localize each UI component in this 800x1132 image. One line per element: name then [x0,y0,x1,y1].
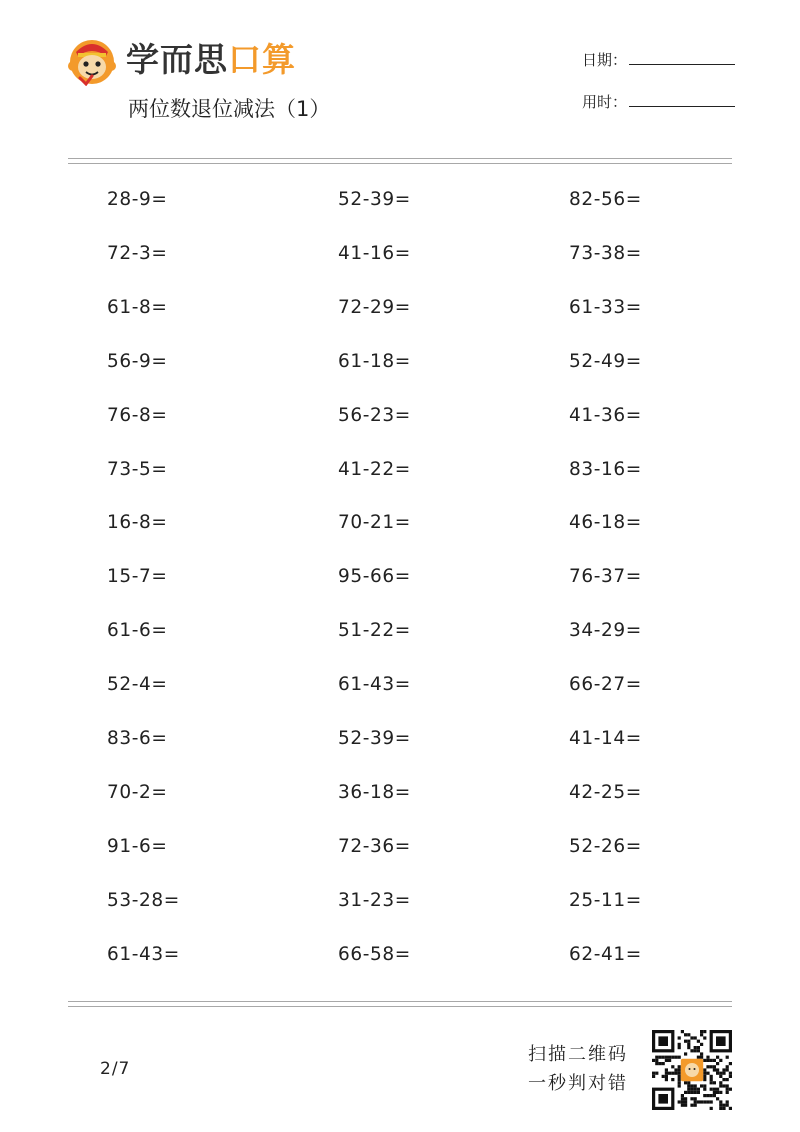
problem-item: 53-28= [107,890,180,911]
problem-item: 36-18= [338,782,411,803]
monkey-mascot-icon [66,34,118,86]
problem-item: 61-8= [107,297,168,318]
problem-item: 72-36= [338,836,411,857]
brand-product: 口算 [228,40,296,79]
date-field [582,50,735,70]
problem-item: 70-21= [338,512,411,533]
problem-item: 25-11= [569,890,642,911]
problem-item: 61-43= [107,944,180,965]
problem-item: 66-27= [569,674,642,695]
scan-instruction-line1: 扫描二维码 [528,1044,628,1065]
problem-item: 34-29= [569,620,642,641]
header-divider-top [68,158,732,159]
problem-item: 52-49= [569,351,642,372]
footer-divider-bottom [68,1006,732,1007]
date-blank-line [629,50,735,65]
problem-item: 56-23= [338,405,411,426]
problem-item: 61-33= [569,297,642,318]
problem-item: 42-25= [569,782,642,803]
qr-code-icon[interactable] [652,1030,732,1110]
header-divider-bottom [68,163,732,164]
problem-item: 15-7= [107,566,168,587]
problem-item: 72-29= [338,297,411,318]
problem-item: 56-9= [107,351,168,372]
sheet-title: 两位数退位减法（1） [128,97,331,121]
problem-item: 76-8= [107,405,168,426]
problem-item: 91-6= [107,836,168,857]
time-blank-line [629,92,735,107]
problem-item: 61-6= [107,620,168,641]
problem-item: 61-43= [338,674,411,695]
problem-item: 62-41= [569,944,642,965]
time-label: 用时： [582,93,628,111]
date-label: 日期： [582,51,628,69]
problem-item: 51-22= [338,620,411,641]
brand-logo-text [126,38,296,82]
problem-item: 72-3= [107,243,168,264]
problem-item: 41-16= [338,243,411,264]
problem-item: 41-22= [338,459,411,480]
problem-item: 73-5= [107,459,168,480]
problem-item: 16-8= [107,512,168,533]
problem-item: 28-9= [107,189,168,210]
problem-item: 52-26= [569,836,642,857]
problem-item: 52-4= [107,674,168,695]
time-field [582,92,735,112]
problem-item: 31-23= [338,890,411,911]
problem-item: 95-66= [338,566,411,587]
problem-item: 46-18= [569,512,642,533]
problem-item: 52-39= [338,728,411,749]
problem-item: 70-2= [107,782,168,803]
problem-item: 83-16= [569,459,642,480]
footer-divider-top [68,1001,732,1002]
problem-item: 52-39= [338,189,411,210]
problem-item: 82-56= [569,189,642,210]
problem-item: 66-58= [338,944,411,965]
scan-instruction-line2: 一秒判对错 [528,1073,628,1094]
problem-item: 76-37= [569,566,642,587]
problem-item: 83-6= [107,728,168,749]
problem-item: 41-14= [569,728,642,749]
problem-item: 61-18= [338,351,411,372]
problem-item: 41-36= [569,405,642,426]
page-number: 2/7 [100,1059,131,1079]
worksheet-header [0,0,800,170]
problem-item: 73-38= [569,243,642,264]
brand-name: 学而思 [126,40,228,79]
